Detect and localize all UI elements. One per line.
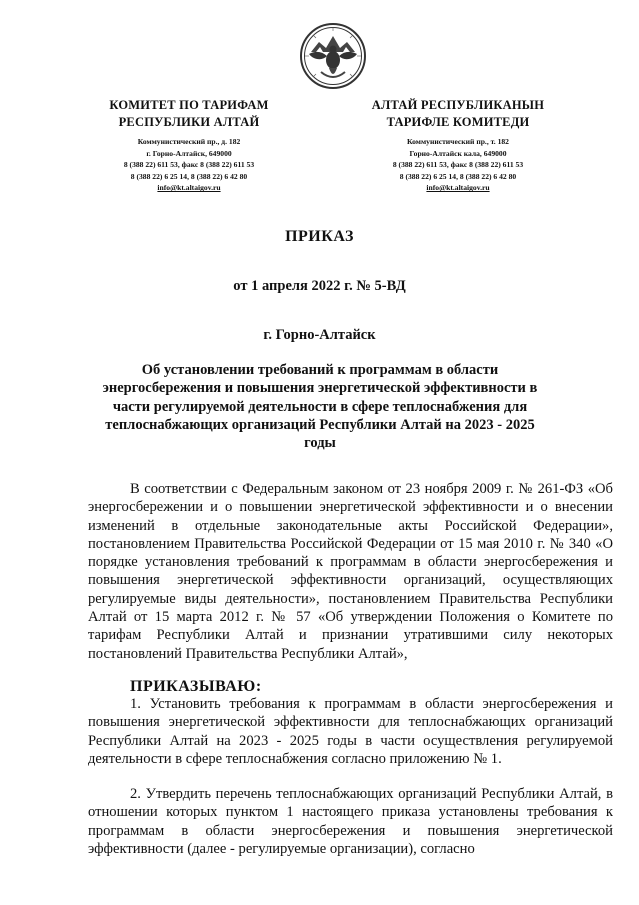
phone-line2: 8 (388 22) 6 25 14, 8 (388 22) 6 42 80	[399, 171, 517, 181]
document-type-title: ПРИКАЗ	[285, 228, 354, 245]
order-item-1: 1. Установить требования к программам в области энергосбережения и повышения энергетической эффективности для теплоснабжающих организаций Республики Алтай на 2023 - 2025 годы в части осуществления регулируемой деятельности в сфере теплоснабжения согласно приложению № 1.	[88, 696, 613, 767]
header-right-block	[333, 97, 583, 194]
org-name-ru-line1: КОМИТЕТ ПО ТАРИФАМ	[109, 98, 269, 112]
phone-line2: 8 (388 22) 6 25 14, 8 (388 22) 6 42 80	[130, 171, 248, 181]
preamble-paragraph: В соответствии с Федеральным законом от 23 ноября 2009 г. № 261-ФЗ «Об энергосбережении и о повышении энергетической эффективности и о внесении изменений в отдельные законодательные акты Российской Федерации», постановлением Правительства Российской Федерации от 15 мая 2010 г. № 340 «О порядке установления требований к программам в области энергосбережения и повышения энергетической эффективности организаций, осуществляющих регулируемые виды деятельности», постановлением Правительства Республики Алтай от 15 марта 2012 г. № 57 «Об утверждении Положения о Комитете по тарифам Республики Алтай и признании утратившими силу некоторых постановлений Правительства Республики Алтай»,	[88, 481, 613, 662]
org-name-alt-line2: ТАРИФЛЕ КОМИТЕДИ	[386, 115, 530, 129]
document-date-number: от 1 апреля 2022 г. № 5-ВД	[233, 278, 406, 294]
address-line2: Горно-Алтайск кала, 649000	[409, 148, 507, 158]
address-line1: Коммунистический пр., т. 182	[407, 137, 509, 146]
order-item-2: 2. Утвердить перечень теплоснабжающих организаций Республики Алтай, в отношении которых пунктом 1 настоящего приказа установлены требования к программам в области энергосбережения и повышения энергетической эффективности (далее - регулируемые организации), согласно	[88, 786, 613, 857]
phone-line1: 8 (388 22) 611 53, факс 8 (388 22) 611 53	[392, 160, 524, 170]
address-line2: г. Горно-Алтайск, 649000	[146, 148, 232, 158]
org-name-ru-line2: РЕСПУБЛИКИ АЛТАЙ	[118, 115, 260, 129]
phone-line1: 8 (388 22) 611 53, факс 8 (388 22) 611 53	[123, 160, 255, 170]
header-left-block	[64, 97, 314, 194]
email-link[interactable]: info@kt.altaigov.ru	[426, 183, 490, 193]
order-word: ПРИКАЗЫВАЮ:	[130, 678, 262, 695]
coat-of-arms-icon	[299, 22, 367, 90]
document-city: г. Горно-Алтайск	[263, 327, 376, 343]
org-name-alt-line1: АЛТАЙ РЕСПУБЛИКАНЫН	[371, 98, 545, 112]
email-link[interactable]: info@kt.altaigov.ru	[157, 183, 221, 193]
address-line1: Коммунистический пр., д. 182	[137, 137, 241, 146]
document-subject: Об установлении требований к программам в области энергосбережения и повышения энергетической эффективности в части регулируемой деятельности в сфере теплоснабжения для теплоснабжающих организаций Республики Алтай на 2023 - 2025 годы	[102, 362, 538, 452]
